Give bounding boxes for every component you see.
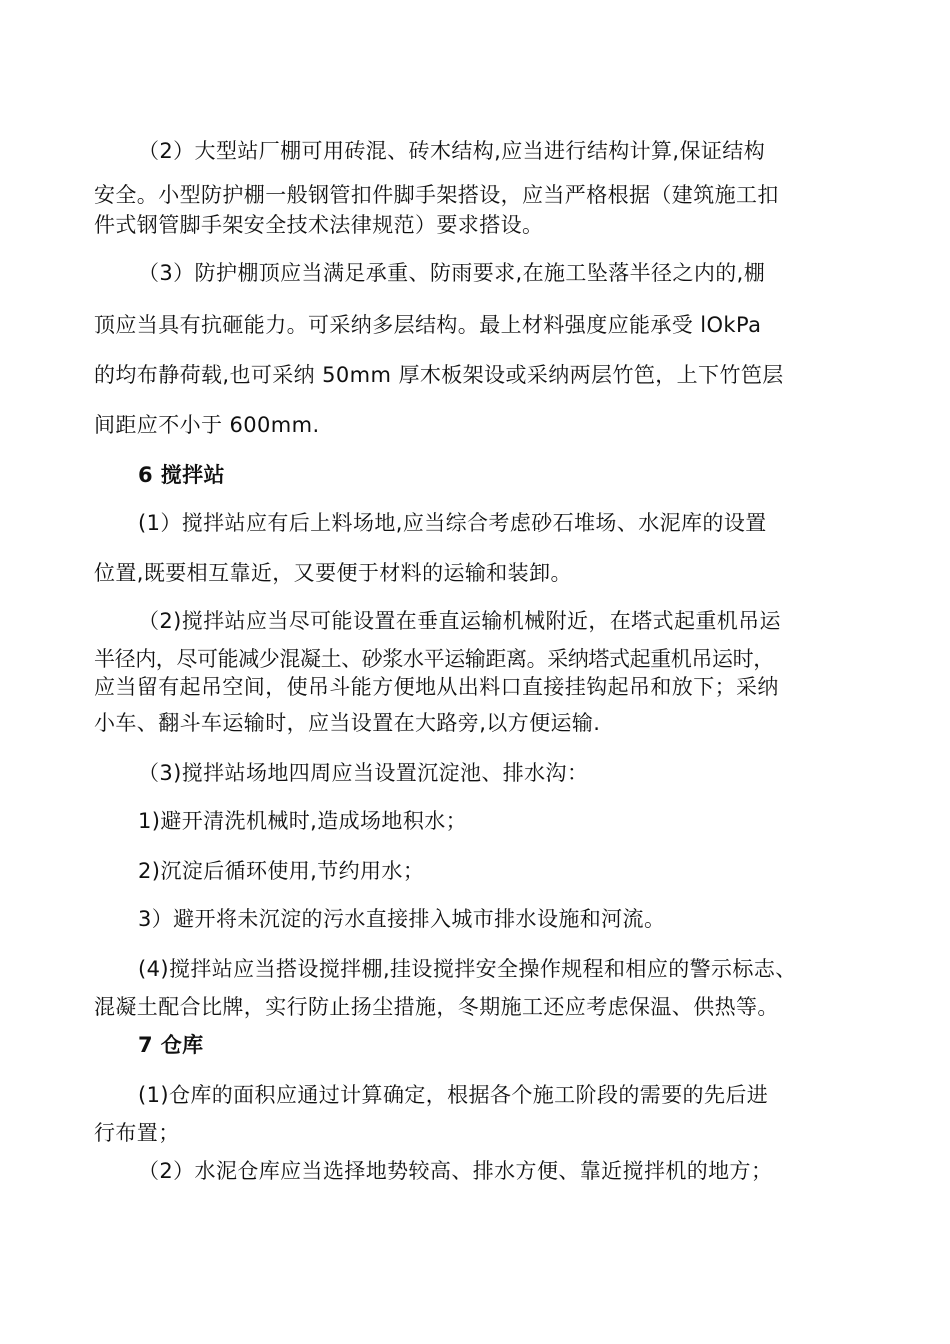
- mixing-item-2-line-4: 小车、翻斗车运输时，应当设置在大路旁,以方便运输.: [94, 711, 601, 735]
- paragraph-2-line-3: 件式钢管脚手架安全技术法律规范）要求搭设。: [94, 213, 544, 237]
- warehouse-item-1-line-2: 行布置；: [94, 1121, 180, 1145]
- warehouse-item-2-line-1: （2）水泥仓库应当选择地势较高、排水方便、靠近搅拌机的地方；: [138, 1159, 773, 1183]
- mixing-item-1-line-1: (1）搅拌站应有后上料场地,应当综合考虑砂石堆场、水泥库的设置: [138, 511, 767, 535]
- mixing-item-4-line-2: 混凝土配合比牌，实行防止扬尘措施，冬期施工还应考虑保温、供热等。: [94, 995, 779, 1019]
- mixing-item-1-line-2: 位置,既要相互靠近，又要便于材料的运输和装卸。: [94, 561, 572, 585]
- mixing-item-4-line-1: (4)搅拌站应当搭设搅拌棚,挂设搅拌安全操作规程和相应的警示标志、: [138, 957, 797, 981]
- warehouse-item-1-line-1: (1)仓库的面积应通过计算确定，根据各个施工阶段的需要的先后进: [138, 1083, 769, 1107]
- mixing-subitem-2: 2)沉淀后循环使用,节约用水；: [138, 859, 425, 883]
- mixing-item-2-line-1: （2)搅拌站应当尽可能设置在垂直运输机械附近，在塔式起重机吊运: [138, 609, 781, 633]
- paragraph-3-line-4: 间距应不小于 600mm.: [94, 413, 320, 437]
- section-heading-mixing-station: 6 搅拌站: [138, 463, 225, 487]
- mixing-subitem-1: 1)避开清洗机械时,造成场地积水；: [138, 809, 468, 833]
- paragraph-3-line-1: （3）防护棚顶应当满足承重、防雨要求,在施工坠落半径之内的,棚: [138, 261, 766, 285]
- mixing-subitem-3: 3）避开将未沉淀的污水直接排入城市排水设施和河流。: [138, 907, 666, 931]
- paragraph-3-line-3: 的均布静荷载,也可采纳 50mm 厚木板架设或采纳两层竹笆，上下竹笆层: [94, 363, 784, 387]
- mixing-item-3-line-1: （3)搅拌站场地四周应当设置沉淀池、排水沟：: [138, 761, 589, 785]
- paragraph-2-line-1: （2）大型站厂棚可用砖混、砖木结构,应当进行结构计算,保证结构: [138, 139, 766, 163]
- paragraph-3-line-2: 顶应当具有抗砸能力。可采纳多层结构。最上材料强度应能承受 lOkPa: [94, 313, 762, 337]
- mixing-item-2-line-3: 应当留有起吊空间，使吊斗能方便地从出料口直接挂钩起吊和放下；采纳: [94, 675, 779, 699]
- section-heading-warehouse: 7 仓库: [138, 1033, 204, 1057]
- mixing-item-2-line-2: 半径内，尽可能减少混凝土、砂浆水平运输距离。采纳塔式起重机吊运时，: [94, 647, 774, 671]
- paragraph-2-line-2: 安全。小型防护棚一般钢管扣件脚手架搭设，应当严格根据（建筑施工扣: [94, 183, 779, 207]
